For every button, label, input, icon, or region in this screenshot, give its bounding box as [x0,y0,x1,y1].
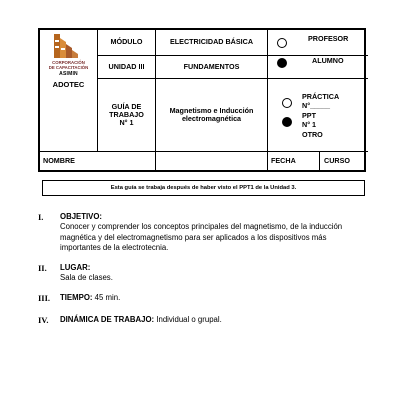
section-title: TIEMPO: [60,293,93,302]
guia-label-line-1: GUÍA DE [111,101,142,111]
alumno-radio[interactable] [277,58,287,68]
section-text: Conocer y comprender los conceptos principales del magnetismo, de la inducción magnética y del electromagnetismo para ser aplicados a los dispositivos más importantes de la electrotecnia. [60,222,343,253]
instruction-note: Esta guía se trabaja después de haber visto el PPT1 de la Unidad 3. [42,180,365,196]
section-text: Sala de clases. [60,273,113,283]
modulo-label: MÓDULO [110,37,143,47]
section-title: OBJETIVO: [60,212,103,221]
guia-label [98,79,155,151]
header-table [38,28,366,172]
org-name: ADOTEC [52,80,85,89]
section-title: LUGAR: [60,263,91,272]
practica-radio[interactable] [282,98,292,108]
guia-title: Magnetismo e Inducción electromagnética [169,105,254,123]
guia-label-line-2: TRABAJO [109,109,144,119]
ppt-label [302,112,316,129]
profesor-radio[interactable] [277,38,287,48]
section-text: 45 min. [94,293,121,302]
modulo-value: ELECTRICIDAD BÁSICA [169,37,254,47]
curso-label: CURSO [324,156,350,165]
unidad-label: UNIDAD III [108,61,145,71]
unidad-value: FUNDAMENTOS [183,61,240,71]
guia-label-line-3: N° 1 [119,118,134,128]
corporation-logo-icon [52,34,80,58]
profesor-label: PROFESOR [308,34,349,43]
ppt-number: N° 1 [302,119,317,129]
fecha-label: FECHA [271,156,296,165]
ppt-radio[interactable] [282,117,292,127]
section-number: IV. [38,315,49,325]
alumno-label: ALUMNO [312,56,344,65]
logo-caption [40,60,97,77]
ppt-text: PPT [302,111,316,120]
section-number: II. [38,263,47,273]
section-title: DINÁMICA DE TRABAJO: [60,315,155,324]
nombre-label: NOMBRE [43,156,75,165]
otro-label: OTRO [302,130,323,139]
logo-brand: ASIMIN [59,70,78,77]
logo-line-1: CORPORACIÓN [52,60,85,65]
section-number: I. [38,212,44,222]
practica-text: PRÁCTICA [302,92,340,101]
logo-line-2: DE CAPACITACIÓN [48,65,89,71]
section-number: III. [38,293,51,303]
section-text: Individual o grupal. [156,315,222,324]
practica-label [302,93,339,110]
practica-number: N°_____ [302,100,331,110]
